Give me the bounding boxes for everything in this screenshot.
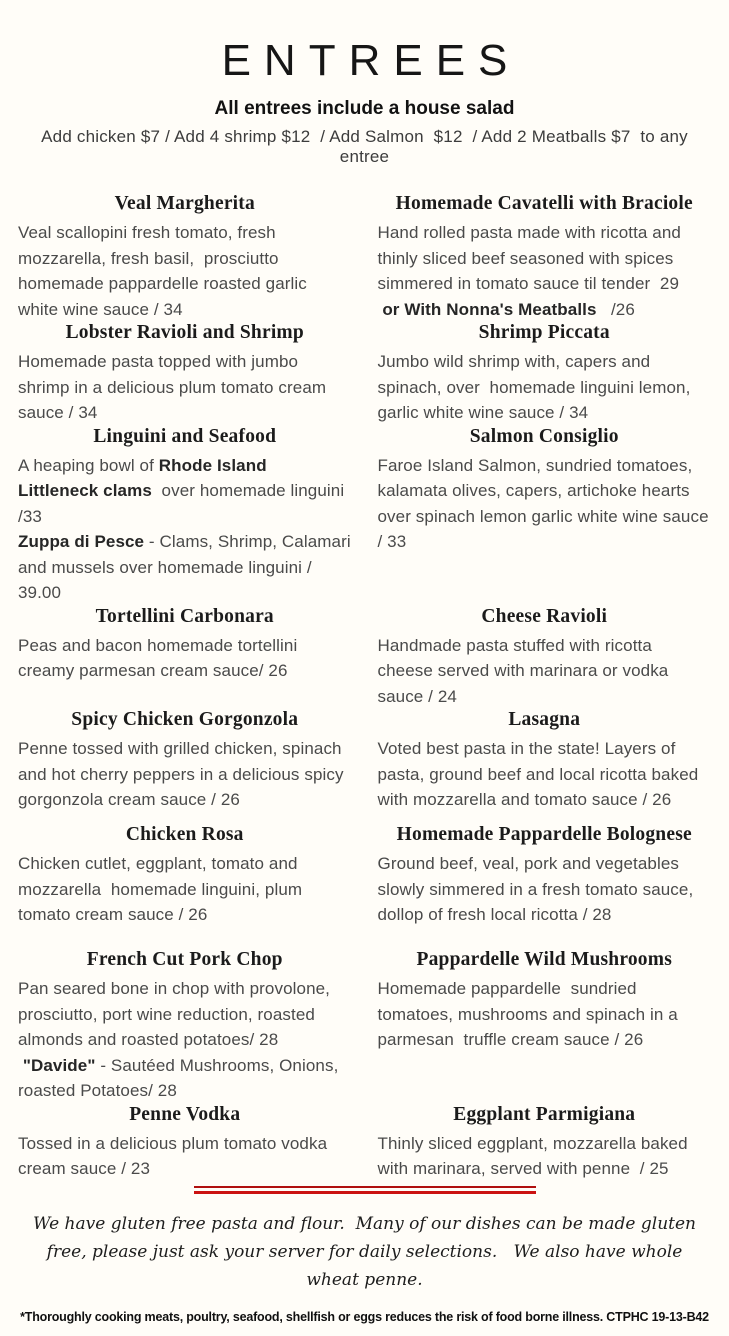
health-disclaimer: *Thoroughly cooking meats, poultry, seafood, shellfish or eggs reduces the risk of food borne illness. CTPHC 19-13-B42 bbox=[20, 1309, 709, 1324]
menu-item bbox=[18, 949, 352, 1104]
item-name: Spicy Chicken Gorgonzola bbox=[71, 709, 299, 730]
item-name: Eggplant Parmigiana bbox=[453, 1103, 636, 1125]
menu-item bbox=[378, 1104, 712, 1182]
page-title: ENTREES bbox=[221, 36, 521, 85]
addons-line: Add chicken $7 / Add 4 shrimp $12 / Add Salmon $12 / Add 2 Meatballs $7 to any entree bbox=[41, 127, 693, 166]
item-name: Lobster Ravioli and Shrimp bbox=[65, 322, 304, 343]
menu-item bbox=[378, 824, 712, 949]
menu-row bbox=[18, 322, 711, 426]
item-name: Veal Margherita bbox=[114, 193, 255, 214]
item-description: Veal scallopini fresh tomato, fresh mozzarella, fresh basil, prosciutto homemade pappardelle roasted garlic white wine sauce / 34 bbox=[18, 223, 312, 319]
item-description: Peas and bacon homemade tortellini creamy parmesan cream sauce/ 26 bbox=[18, 635, 303, 680]
gluten-free-note: We have gluten free pasta and flour. Many of our dishes can be made gluten free, please just ask your server for daily selections. We also have whole wheat penne. bbox=[32, 1213, 702, 1290]
menu-item bbox=[378, 606, 712, 710]
menu-item bbox=[18, 322, 352, 426]
footer bbox=[18, 1186, 711, 1324]
menu-row bbox=[18, 1104, 711, 1182]
menu-item bbox=[378, 322, 712, 426]
item-description: Jumbo wild shrimp with, capers and spinach, over homemade linguini lemon, garlic white wine sauce / 34 bbox=[377, 352, 696, 422]
item-name: Penne Vodka bbox=[129, 1103, 241, 1125]
menu-item bbox=[378, 709, 712, 824]
item-description: A heaping bowl of Rhode Island Littleneck clams over homemade linguini /33 Zuppa di Pesce - Clams, Shrimp, Calamari and mussels over homemade linguini / 39.00 bbox=[18, 455, 356, 602]
item-description: Penne tossed with grilled chicken, spinach and hot cherry peppers in a delicious spicy gorgonzola cream sauce / 26 bbox=[18, 739, 349, 809]
item-name: Shrimp Piccata bbox=[478, 322, 610, 343]
menu-item bbox=[18, 606, 352, 710]
menu-item bbox=[378, 426, 712, 606]
menu-row bbox=[18, 425, 714, 606]
item-description: Homemade pasta topped with jumbo shrimp in a delicious plum tomato cream sauce / 34 bbox=[18, 352, 331, 422]
menu-item bbox=[18, 709, 352, 824]
item-name: Pappardelle Wild Mushrooms bbox=[416, 949, 672, 970]
item-name: Chicken Rosa bbox=[125, 824, 244, 845]
menu-item bbox=[18, 1104, 352, 1182]
menu-row bbox=[18, 949, 711, 1104]
item-description: Voted best pasta in the state! Layers of pasta, ground beef and local ricotta baked with mozzarella and tomato sauce / 26 bbox=[377, 739, 704, 809]
menu-rows bbox=[18, 193, 714, 1182]
menu-item bbox=[378, 949, 712, 1104]
item-description: Chicken cutlet, eggplant, tomato and mozzarella homemade linguini, plum tomato cream sauce / 26 bbox=[18, 854, 307, 924]
menu-item bbox=[18, 824, 352, 949]
item-name: Salmon Consiglio bbox=[469, 425, 619, 447]
menu-row bbox=[18, 193, 711, 322]
menu-item bbox=[18, 425, 356, 606]
item-description: Hand rolled pasta made with ricotta and thinly sliced beef seasoned with spices simmered in tomato sauce til tender 29 or With Nonna's Meatballs /26 bbox=[377, 223, 686, 319]
item-description: Homemade pappardelle sundried tomatoes, mushrooms and spinach in a parmesan truffle cream sauce / 26 bbox=[377, 979, 683, 1049]
item-description: Faroe Island Salmon, sundried tomatoes, kalamata olives, capers, artichoke hearts over spinach lemon garlic white wine sauce / 33 bbox=[377, 455, 714, 551]
menu-item bbox=[378, 193, 712, 322]
item-name: Homemade Cavatelli with Braciole bbox=[395, 193, 693, 214]
item-name: Linguini and Seafood bbox=[93, 425, 277, 447]
menu-row bbox=[18, 606, 711, 710]
item-name: Tortellini Carbonara bbox=[95, 605, 274, 627]
item-description: Handmade pasta stuffed with ricotta cheese served with marinara or vodka sauce / 24 bbox=[377, 635, 674, 706]
item-name: Homemade Pappardelle Bolognese bbox=[396, 824, 692, 845]
page-subtitle: All entrees include a house salad bbox=[214, 98, 515, 119]
item-description: Pan seared bone in chop with provolone, prosciutto, port wine reduction, roasted almonds and roasted potatoes/ 28 "Davide" - Sautéed Mushrooms, Onions, roasted Potatoes/ 28 bbox=[18, 979, 344, 1100]
item-description: Thinly sliced eggplant, mozzarella baked with marinara, served with penne / 25 bbox=[377, 1133, 693, 1178]
item-name: Lasagna bbox=[508, 709, 581, 730]
menu-row bbox=[18, 824, 711, 949]
item-description: Tossed in a delicious plum tomato vodka cream sauce / 23 bbox=[18, 1133, 332, 1178]
red-divider bbox=[194, 1186, 536, 1194]
item-description: Ground beef, veal, pork and vegetables slowly simmered in a fresh tomato sauce, dollop of fresh local ricotta / 28 bbox=[377, 854, 699, 924]
menu-row bbox=[18, 709, 711, 824]
menu-item bbox=[18, 193, 352, 322]
item-name: French Cut Pork Chop bbox=[86, 949, 283, 970]
item-name: Cheese Ravioli bbox=[481, 605, 608, 627]
